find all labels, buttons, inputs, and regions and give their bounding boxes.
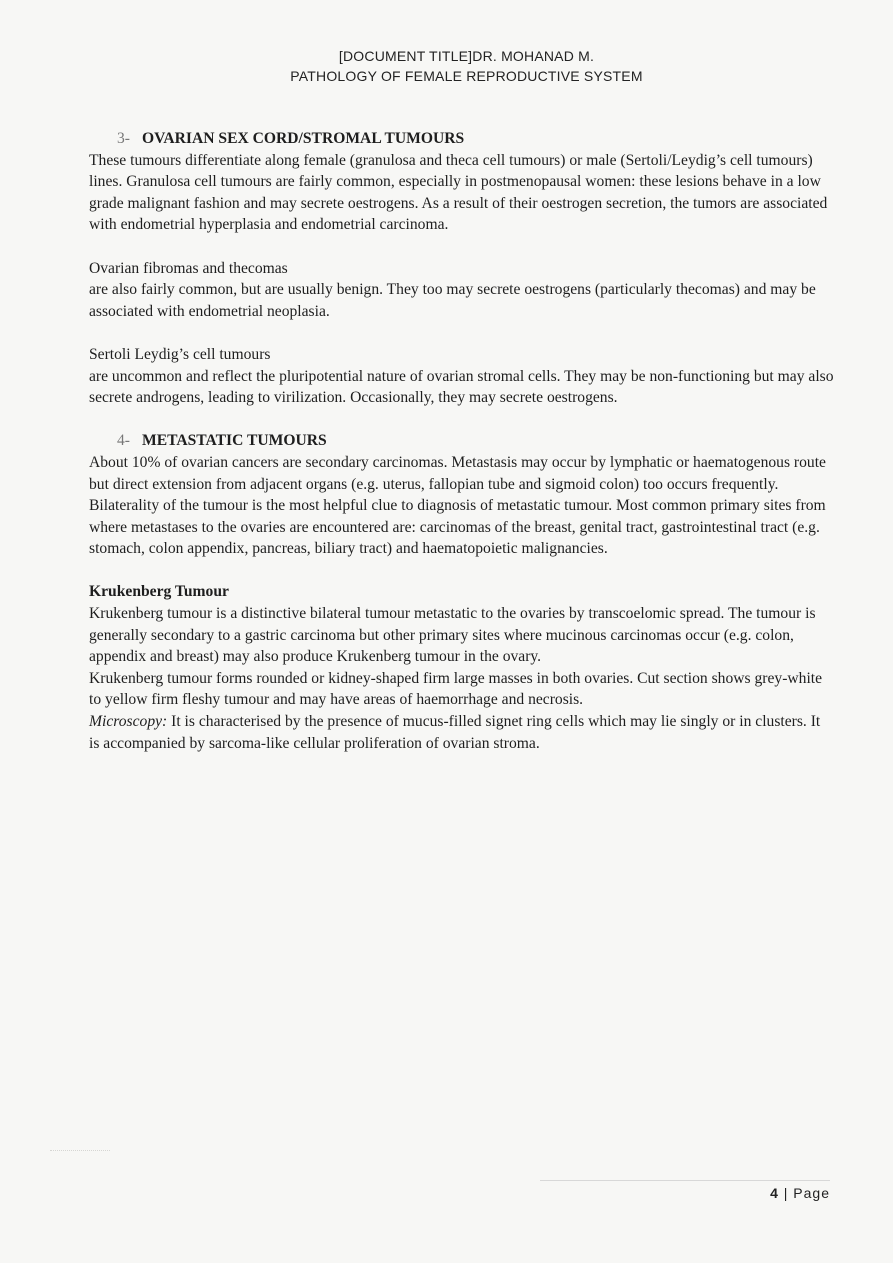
footer-separator: | [783,1185,789,1201]
sertoli-heading: Sertoli Leydig’s cell tumours [89,345,271,363]
page-content [89,128,834,754]
header-subtitle: PATHOLOGY OF FEMALE REPRODUCTIVE SYSTEM [290,68,643,84]
sex-cord-paragraph: These tumours differentiate along female (granulosa and theca cell tumours) or male (Sertoli/Leydig’s cell tumours) lines. Granulosa cell tumours are fairly common, especially in postmenopausal women: these lesions behave in a low grade malignant fashion and may secrete oestrogens. As a result of their oestrogen secretion, the tumors are associated with endometrial hyperplasia and endometrial carcinoma. [89,151,828,234]
section-number: 3- [117,130,130,147]
document-header [0,46,893,86]
microscopy-label: Microscopy: [89,713,168,731]
page-number: 4 [770,1185,779,1201]
microscopy-text: It is characterised by the presence of mucus-filled signet ring cells which may lie singly or in clusters. It is accompanied by sarcoma-like cellular proliferation of ovarian stroma. [89,713,821,752]
fibromas-heading: Ovarian fibromas and thecomas [89,259,288,277]
section-heading-metastatic [117,430,834,452]
header-title: [DOCUMENT TITLE]DR. MOHANAD M. [338,48,595,64]
footer-divider [540,1180,830,1181]
page-footer [770,1185,830,1201]
section-title-text: METASTATIC TUMOURS [142,432,327,450]
fibromas-paragraph: are also fairly common, but are usually benign. They too may secrete oestrogens (particularly thecomas) and may be associated with endometrial neoplasia. [89,281,816,320]
section-title-text: OVARIAN SEX CORD/STROMAL TUMOURS [142,130,465,147]
section-heading-sex-cord [117,128,834,150]
bleed-through-mark [50,1150,110,1159]
metastatic-paragraph: About 10% of ovarian cancers are secondary carcinomas. Metastasis may occur by lymphatic or haematogenous route but direct extension from adjacent organs (e.g. uterus, fallopian tube and sigmoid colon) too occurs frequently. Bilaterality of the tumour is the most helpful clue to diagnosis of metastatic tumour. Most common primary sites from where metastases to the ovaries are encountered are: carcinomas of the breast, genital tract, gastrointestinal tract (e.g. stomach, colon appendix, pancreas, biliary tract) and haematopoietic malignancies. [89,453,826,558]
krukenberg-heading: Krukenberg Tumour [89,583,229,601]
section-number: 4- [117,432,130,450]
krukenberg-microscopy-paragraph [89,711,834,754]
sertoli-paragraph: are uncommon and reflect the pluripotential nature of ovarian stromal cells. They may be non-functioning but may also secrete androgens, leading to virilization. Occasionally, they may secrete oestrogens. [89,367,834,407]
krukenberg-paragraph-1: Krukenberg tumour is a distinctive bilateral tumour metastatic to the ovaries by transcoelomic spread. The tumour is generally secondary to a gastric carcinoma but other primary sites where mucinous carcinomas occur (e.g. colon, appendix and breast) may also produce Krukenberg tumour in the ovary. [89,605,816,666]
page-label: Page [793,1185,830,1201]
krukenberg-paragraph-2: Krukenberg tumour forms rounded or kidney-shaped firm large masses in both ovaries. Cut section shows grey-white to yellow firm fleshy tumour and may have areas of haemorrhage and necrosis. [89,669,823,709]
